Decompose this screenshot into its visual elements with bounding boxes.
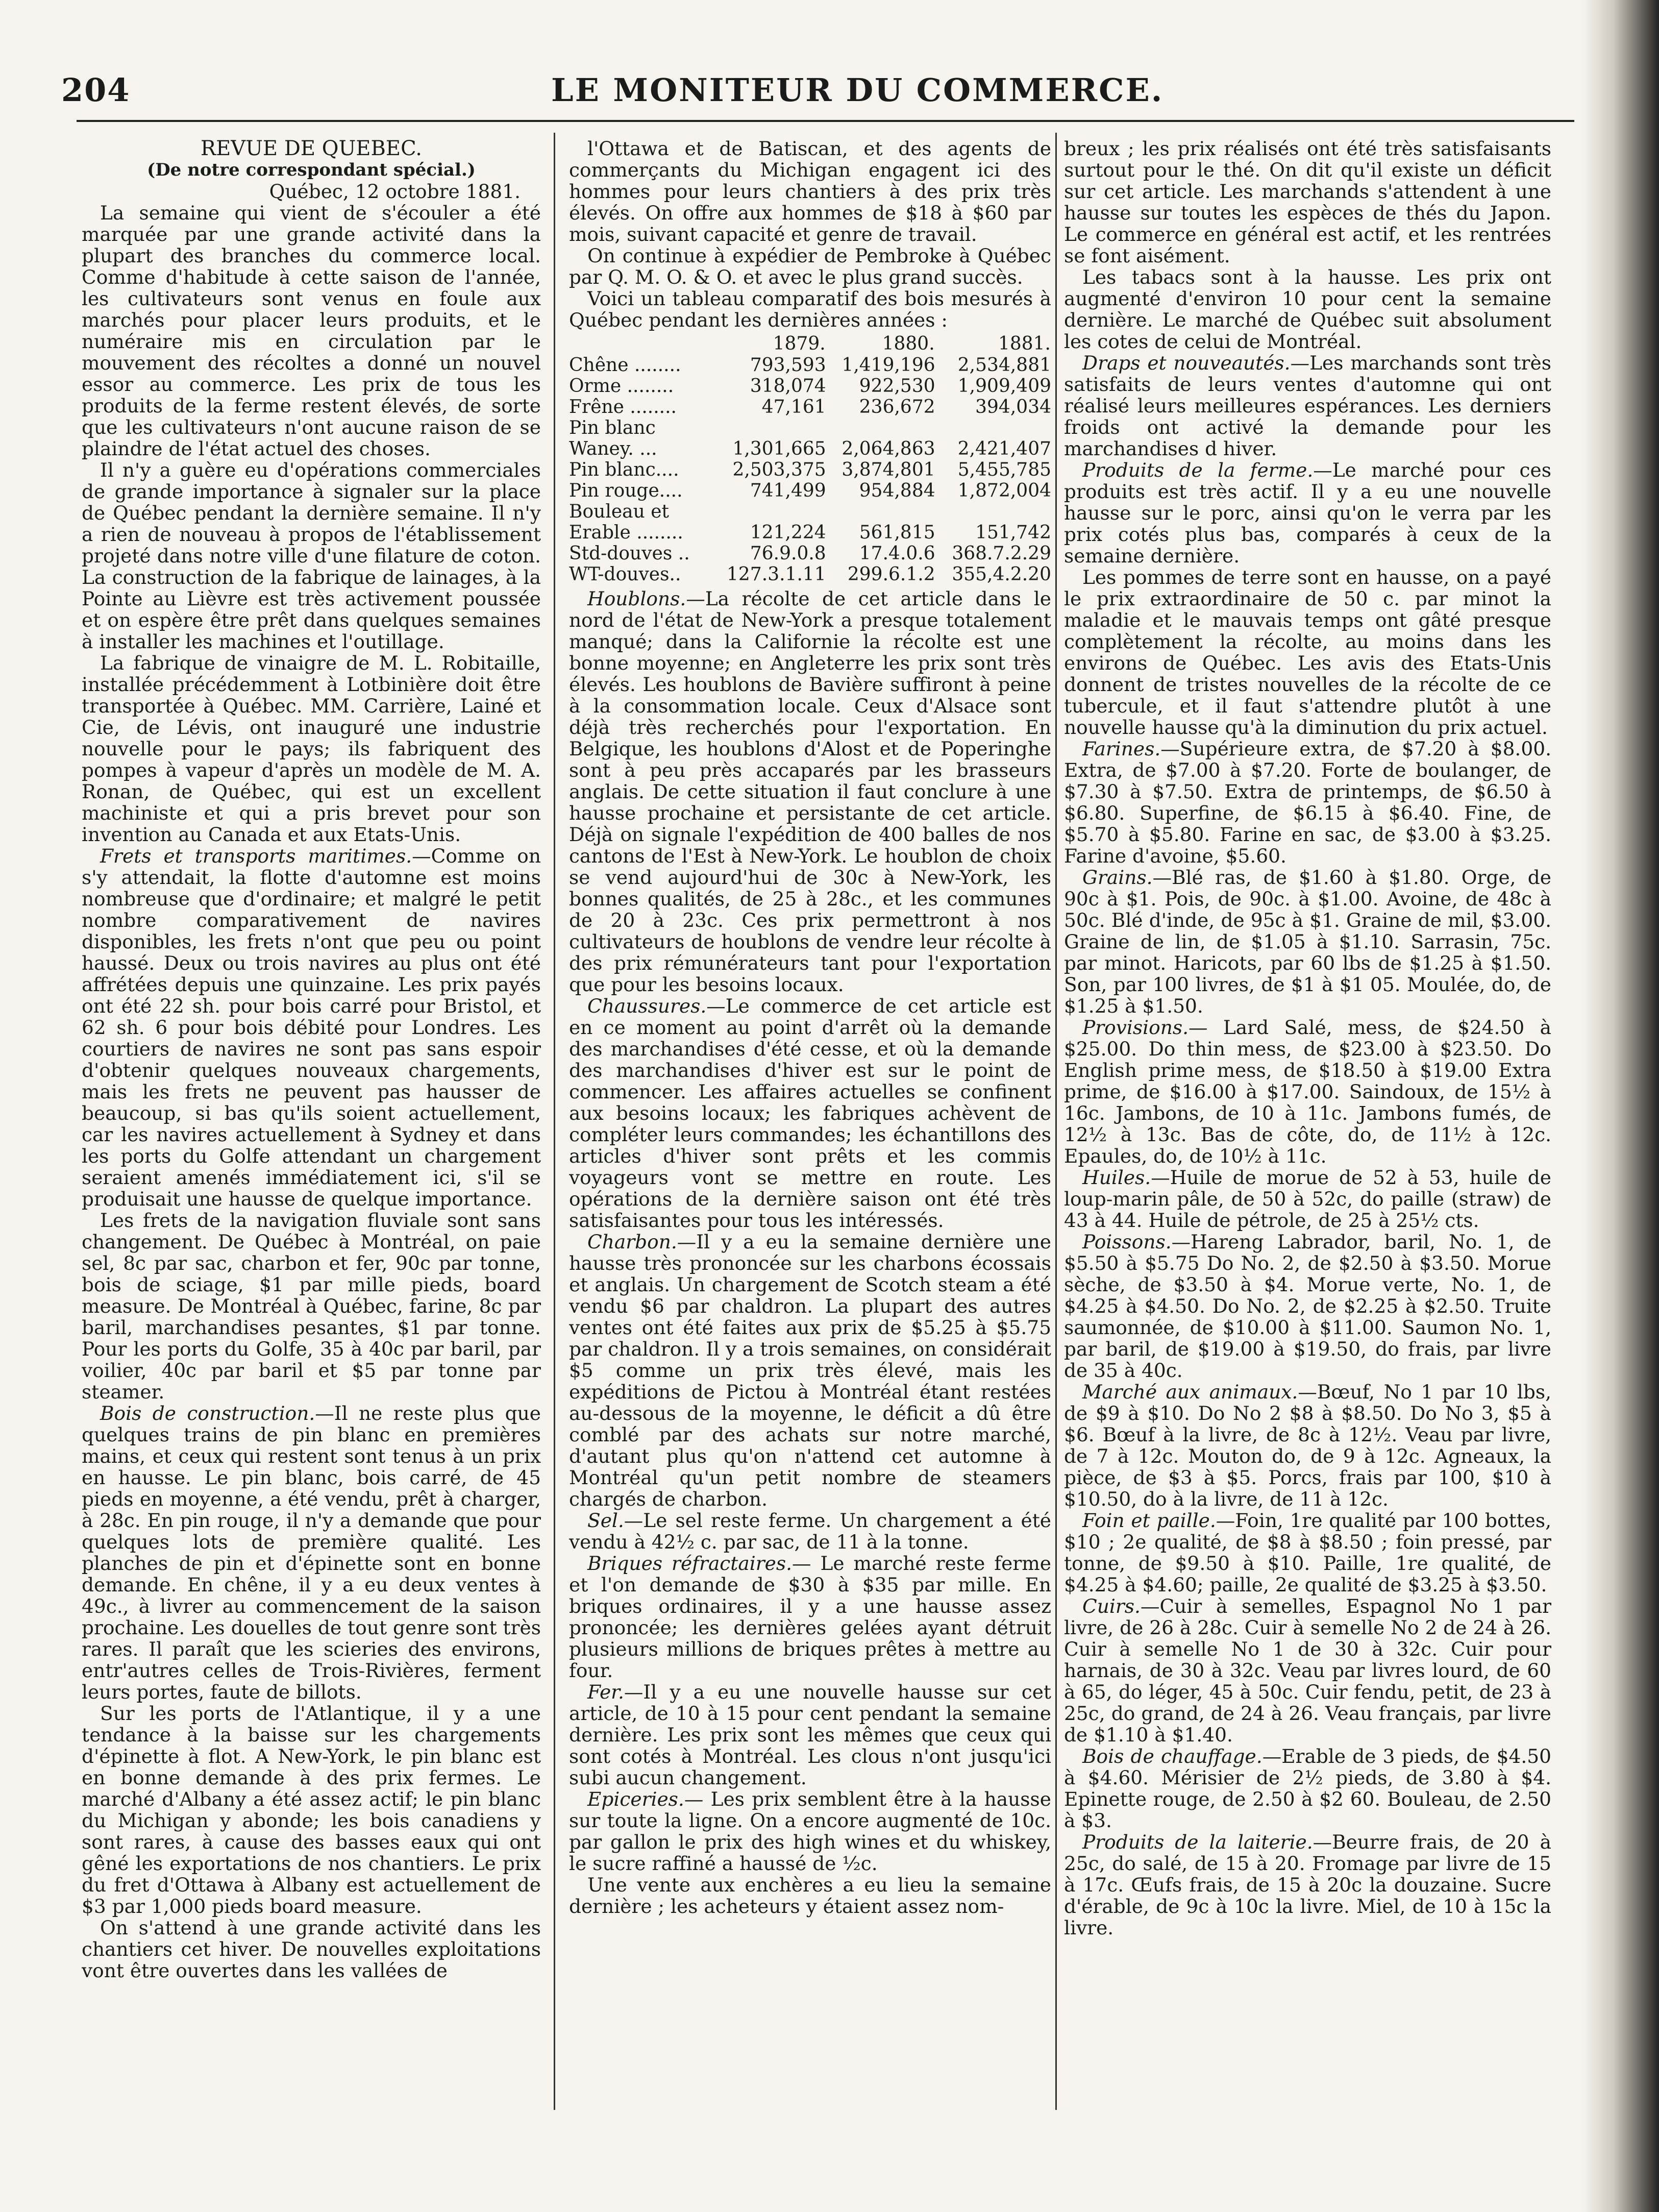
paragraph-text: l'Ottawa et de Batiscan, et des agents de commerçants du Michigan engagent ici des hommes pour leurs chantiers à des prix très élevés. On offre aux hommes de $18 à $60 par mois, suivant capacité et genre de travail. xyxy=(569,138,1051,245)
timber-label: Frêne ........ xyxy=(569,397,677,417)
paragraph-text: Voici un tableau comparatif des bois mesurés à Québec pendant les dernières années : xyxy=(569,287,1051,331)
timber-value: 121,224 xyxy=(750,522,826,543)
paragraph-text: —Bœuf, No 1 par 10 lbs, de $9 à $10. Do No 2 $8 à $8.50. Do No 3, $5 à $6. Bœuf à la livre, de 8c à 12½. Veau par livre, de 7 à 12c. Mouton do, de 9 à 12c. Agneaux, la pièce, de $3 à $5. Porcs, frais par 100, $10 à $10.50, do à la livre, de 11 à 12c. xyxy=(1064,1381,1551,1510)
table-row xyxy=(569,459,1051,480)
paragraph-text: —Hareng Labrador, baril, No. 1, de $5.50 à $5.75 Do No. 2, de $2.50 à $3.50. Morue sèche, de $3.50 à $4. Morue verte, No. 1, de $4.25 à $4.50. Do No. 2, de $2.25 à $2.50. Truite saumonnée, de $10.00 à $11.00. Saumon No. 1, par baril, de $19.00 à $19.50, do frais, par livre de 35 à 40c. xyxy=(1064,1231,1551,1382)
paragraph-text: Les frets de la navigation fluviale sont sans changement. De Québec à Montréal, on paie sel, 8c par sac, charbon et fer, 90c par tonne, bois de sciage, $1 par mille pieds, board measure. De Montréal à Québec, farine, 8c par baril, marchandises pesantes, $1 par tonne. Pour les ports du Golfe, 35 à 40c par baril, par voilier, 40c par baril et $5 par tonne par steamer. xyxy=(82,1209,541,1403)
header-rule xyxy=(77,120,1574,122)
timber-label: Pin blanc.... xyxy=(569,459,679,480)
timber-value: 368.7.2.29 xyxy=(952,543,1051,564)
paragraph xyxy=(82,1703,541,1917)
paragraph xyxy=(82,1403,541,1703)
timber-table-corner xyxy=(569,333,710,355)
paragraph-text: La semaine qui vient de s'écouler a été marquée par une grande activité dans la plupart des branches du commerce local. Comme d'habitude à cette saison de l'année, les cultivateurs sont venus en foule aux marchés pour placer leurs produits, et le numéraire mis en circulation par le mouvement des récoltes a donné un nouvel essor au commerce. Les prix de tous les produits de la ferme restent élevés, de sorte que les cultivateurs n'ont aucune raison de se plaindre de l'état actuel des choses. xyxy=(82,202,541,460)
timber-value: 2,503,375 xyxy=(732,459,826,480)
timber-label: Waney. ... xyxy=(569,438,657,459)
paragraph xyxy=(1064,266,1551,352)
timber-value: 2,421,407 xyxy=(957,438,1051,459)
section-rubric: Charbon. xyxy=(587,1231,677,1253)
paragraph xyxy=(1064,1746,1551,1831)
section-rubric: Houblons. xyxy=(587,587,686,610)
paragraph xyxy=(569,995,1051,1231)
paragraph xyxy=(569,1510,1051,1553)
paragraph-text: Il n'y a guère eu d'opérations commerciales de grande importance à signaler sur la place de Québec pendant la dernière semaine. Il n'y a rien de nouveau à propos de l'établissement projeté dans notre ville d'une filature de coton. La construction de la fabrique de lainages, à la Pointe au Lièvre est très activement poussée et on espère être prêt dans quelques semaines à installer les machines et l'outillage. xyxy=(82,459,541,653)
timber-value: 922,530 xyxy=(859,376,935,397)
section-rubric: Chaussures. xyxy=(587,995,707,1017)
timber-value: 47,161 xyxy=(761,397,826,417)
paragraph xyxy=(569,1788,1051,1874)
paragraph xyxy=(1064,1017,1551,1167)
section-rubric: Huiles. xyxy=(1082,1166,1151,1189)
timber-value: 299.6.1.2 xyxy=(847,564,935,585)
page-header xyxy=(61,66,1567,122)
timber-value: 3,874,801 xyxy=(841,459,935,480)
paragraph-text: —Comme on s'y attendait, la flotte d'automne est moins nombreuse que d'ordinaire; et malgré le petit nombre comparativement de navires disponibles, les frets n'ont que peu ou point haussé. Deux ou trois navires au plus ont été affrétées depuis une quinzaine. Les prix payés ont été 22 sh. pour bois carré pour Bristol, et 62 sh. 6 pour bois débité pour Londres. Les courtiers de navires ne sont pas sans espoir d'obtenir quelques nouveaux chargements, mais les frets ne peuvent pas hausser de beaucoup, si bas qu'ils soient actuellement, car les navires actuellement à Sydney et dans les ports du Golfe attendant un chargement seraient amenés immédiatement ici, s'il se produisait une hausse de quelque importance. xyxy=(82,845,541,1210)
article-title: REVUE DE QUEBEC. xyxy=(200,138,422,160)
section-rubric: Foin et paille. xyxy=(1082,1509,1216,1532)
section-rubric: Draps et nouveautés. xyxy=(1082,352,1291,374)
paragraph xyxy=(1064,138,1551,266)
paragraph xyxy=(569,1681,1051,1788)
timber-value: 1,419,196 xyxy=(841,355,935,376)
paragraph-text: Les pommes de terre sont en hausse, on a payé le prix extraordinaire de 50 c. par minot la maladie et le mauvais temps ont gâté presque complètement la récolte, au moins dans les environs de Québec. Les avis des Etats-Unis donnent de tristes nouvelles de la récolte de ce tubercule, et il faut s'attendre plutôt à une nouvelle hausse qu'à la diminution du prix actuel. xyxy=(1064,566,1551,739)
paragraph-text: —Le commerce de cet article est en ce moment au point d'arrêt où la demande des marchandises d'été cesse, et où la demande des marchandises d'hiver est sur le point de commencer. Les affaires actuelles se confinent aux besoins locaux; les fabriques achèvent de compléter leurs commandes; les échantillons des articles d'hiver sont prêts et les commis voyageurs vont se mettre en route. Les opérations de la dernière saison ont été très satisfaisantes pour tous les intéressés. xyxy=(569,995,1051,1232)
timber-value: 5,455,785 xyxy=(957,459,1051,480)
masthead-title: LE MONITEUR DU COMMERCE. xyxy=(551,71,1164,109)
paragraph xyxy=(569,288,1051,331)
section-rubric: Epiceries. xyxy=(587,1788,684,1810)
paragraph xyxy=(82,202,541,459)
table-row xyxy=(569,376,1051,397)
paragraph-text: Une vente aux enchères a eu lieu la semaine dernière ; les acheteurs y étaient assez nom- xyxy=(569,1874,1051,1918)
timber-value: 561,815 xyxy=(859,522,935,543)
page-edge-shadow xyxy=(1582,0,1659,2212)
article-subtitle: (De notre correspondant spécial.) xyxy=(147,160,476,180)
paragraph-text: —Foin, 1re qualité par 100 bottes, $10 ; 2e qualité, de $8 à $8.50 ; foin pressé, par tonne, de $9.50 à $10. Paille, 1re qualité, de $4.25 à $4.60; paille, 2e qualité de $3.25 à $3.50. xyxy=(1064,1509,1551,1596)
page-number: 204 xyxy=(61,71,131,109)
timber-value: 2,534,881 xyxy=(957,355,1051,376)
section-rubric: Briques réfractaires. xyxy=(587,1552,793,1575)
timber-label: Pin blanc xyxy=(569,417,656,438)
timber-year: 1879. xyxy=(773,333,826,354)
paragraph-text: —Beurre frais, de 20 à 25c, do salé, de 15 à 20. Fromage par livre de 15 à 17c. Œufs frais, de 15 à 20c la douzaine. Sucre d'érable, de 9c à 10c la livre. Miel, de 10 à 15c la livre. xyxy=(1064,1831,1551,1939)
timber-label: Chêne ........ xyxy=(569,355,681,376)
timber-value xyxy=(710,417,826,438)
paragraph xyxy=(1064,1831,1551,1938)
section-rubric: Produits de la laiterie. xyxy=(1082,1831,1313,1853)
paragraph xyxy=(1064,352,1551,459)
paragraph xyxy=(1064,567,1551,738)
paragraph-text: —Erable de 3 pieds, de $4.50 à $4.60. Mérisier de 2½ pieds, de 3.80 à $4. Epinette rouge, de 2.50 à $2 60. Bouleau, de 2.50 à $3. xyxy=(1064,1745,1551,1832)
paragraph-text: Sur les ports de l'Atlantique, il y a une tendance à la baisse sur les chargements d'épinette à flot. A New-York, le pin blanc est en bonne demande à des prix fermes. Le marché d'Albany a été assez actif; le pin blanc du Michigan y abonde; les bois canadiens y sont rares, à cause des basses eaux qui ont gêné les exportations de nos chantiers. Le prix du fret d'Ottawa à Albany est actuellement de $3 par 1,000 pieds board measure. xyxy=(82,1702,541,1918)
paragraph xyxy=(569,1874,1051,1917)
section-rubric: Fer. xyxy=(587,1681,624,1703)
paragraph-text: —Cuir à semelles, Espagnol No 1 par livre, de 26 à 28c. Cuir à semelle No 2 de 24 à 26. Cuir à semelle No 1 de 30 à 32c. Cuir pour harnais, de 30 à 32c. Veau par livres lourd, de 60 à 65, do léger, 45 à 50c. Cuir fendu, petit, de 23 à 25c, do grand, de 24 à 26. Veau français, par livre de $1.10 à $1.40. xyxy=(1064,1595,1551,1746)
timber-value xyxy=(935,501,1051,522)
paragraph xyxy=(1064,459,1551,567)
timber-value xyxy=(826,417,935,438)
paragraph-text: —La récolte de cet article dans le nord de l'état de New-York a presque totalement manqué; dans la Californie la récolte est une bonne moyenne; en Angleterre les prix sont très élevés. Les houblons de Bavière suffiront à peine à la consommation locale. Ceux d'Alsace sont déjà très recherchés pour l'exportation. En Belgique, les houblons d'Alost et de Poperinghe sont à peu près accaparés par les brasseurs anglais. De cette situation il faut conclure à une hausse prochaine et persistante de cet article. Déjà on signale l'expédition de 400 balles de nos cantons de l'Est à New-York. Le houblon de choix se vend aujourd'hui de 30c à New-York, les bonnes qualités, de 25 à 28c., et les communes de 20 à 23c. Ces prix permettront à nos cultivateurs de houblons de vendre leur récolte à des prix rémunérateurs tant pour l'exportation que pour les besoins locaux. xyxy=(569,587,1051,996)
paragraph-text: —Il y a eu la semaine dernière une hausse très prononcée sur les charbons écossais et anglais. Un chargement de Scotch steam a été vendu $6 par chaldron. La plupart des autres ventes ont été faites aux prix de $5.25 à $5.75 par chaldron. Il y a trois semaines, on considérait $5 comme un prix très élevé, mais les expéditions de Pictou à Montréal étant restées au-dessous de la moyenne, le déficit a dû être comblé par des achats sur notre marché, d'autant plus qu'on n'attend cet automne à Montréal qu'un petit nombre de steamers chargés de charbon. xyxy=(569,1231,1051,1510)
timber-table-body xyxy=(569,355,1051,585)
paragraph-text: —Le marché pour ces produits est très actif. Il y a eu une nouvelle hausse sur le porc, ainsi qu'on le verra par les prix cotés plus bas, comparés à ceux de la semaine dernière. xyxy=(1064,459,1551,567)
article-dateline: Québec, 12 octobre 1881. xyxy=(269,180,521,203)
timber-table-header xyxy=(569,333,1051,355)
section-rubric: Sel. xyxy=(587,1509,624,1532)
paragraph xyxy=(82,459,541,652)
paragraph-text: —Il y a eu une nouvelle hausse sur cet article, de 10 à 15 pour cent pendant la semaine dernière. Les prix sont les mêmes que ceux qui sont cotés à Montréal. Les clous n'ont jusqu'ici subi aucun changement. xyxy=(569,1681,1051,1789)
timber-value: 394,034 xyxy=(975,397,1051,417)
table-row xyxy=(569,564,1051,585)
section-rubric: Provisions. xyxy=(1082,1016,1189,1039)
paragraph-text: —Il ne reste plus que quelques trains de pin blanc en premières mains, et ceux qui restent sont tenus à un prix en hausse. Le pin blanc, bois carré, de 45 pieds en moyenne, a été vendu, prêt à charger, à 28c. En pin rouge, il n'y a demande que pour quelques lots de première qualité. Les planches de pin et d'épinette sont en bonne demande. En chêne, il y a eu deux ventes à 49c., à livrer au commencement de la saison prochaine. Les douelles de tout genre sont très rares. Il paraît que les scieries des environs, entr'autres celles de Trois-Rivières, ferment leurs portes, faute de billots. xyxy=(82,1402,541,1703)
timber-value xyxy=(826,501,935,522)
timber-year: 1881. xyxy=(998,333,1051,354)
timber-label: Orme ........ xyxy=(569,376,674,397)
section-rubric: Frets et transports maritimes. xyxy=(100,845,412,867)
paragraph xyxy=(1064,867,1551,1017)
timber-year: 1880. xyxy=(882,333,935,354)
paragraph-text: Les tabacs sont à la hausse. Les prix ont augmenté d'environ 10 pour cent la semaine dernière. Le marché de Québec suit absolument les cotes de celui de Montréal. xyxy=(1064,266,1551,353)
section-rubric: Bois de construction. xyxy=(100,1402,315,1424)
paragraph-text: —Huile de morue de 52 à 53, huile de loup-marin pâle, de 50 à 52c, do paille (straw) de 43 à 44. Huile de pétrole, de 25 à 25½ cts. xyxy=(1064,1166,1551,1232)
table-row xyxy=(569,438,1051,459)
timber-label: Bouleau et xyxy=(569,501,669,522)
paragraph xyxy=(82,1210,541,1403)
timber-value: 127.3.1.11 xyxy=(727,564,826,585)
section-rubric: Produits de la ferme. xyxy=(1082,459,1314,481)
column-2-top xyxy=(569,138,1051,331)
timber-value: 741,499 xyxy=(750,480,826,501)
column-divider xyxy=(554,133,555,2110)
timber-value: 1,872,004 xyxy=(957,480,1051,501)
paragraph xyxy=(1064,1167,1551,1231)
section-rubric: Marché aux animaux. xyxy=(1082,1381,1298,1403)
column-2-bottom xyxy=(569,588,1051,1917)
table-row xyxy=(569,480,1051,501)
table-row xyxy=(569,397,1051,417)
timber-value: 1,909,409 xyxy=(957,376,1051,397)
paragraph xyxy=(569,1231,1051,1510)
timber-table xyxy=(569,333,1051,585)
table-row xyxy=(569,355,1051,376)
paragraph xyxy=(82,845,541,1210)
timber-label: Std-douves .. xyxy=(569,543,690,564)
paragraph-text: On s'attend à une grande activité dans les chantiers cet hiver. De nouvelles exploitations vont être ouvertes dans les vallées de xyxy=(82,1916,541,1982)
paragraph xyxy=(82,1917,541,1981)
timber-value: 151,742 xyxy=(975,522,1051,543)
timber-value xyxy=(710,501,826,522)
paragraph xyxy=(1064,1595,1551,1746)
paragraph xyxy=(1064,1231,1551,1381)
timber-value: 318,074 xyxy=(750,376,826,397)
paragraph xyxy=(569,245,1051,288)
timber-value: 1,301,665 xyxy=(732,438,826,459)
paragraph-text: —Le sel reste ferme. Un chargement a été vendu à 42½ c. par sac, de 11 à la tonne. xyxy=(569,1509,1051,1553)
column-1 xyxy=(82,138,541,2110)
paragraph xyxy=(569,588,1051,995)
section-rubric: Farines. xyxy=(1082,738,1161,760)
paragraph xyxy=(569,1553,1051,1681)
table-row xyxy=(569,417,1051,438)
paragraph-text: — Le marché reste ferme et l'on demande de $30 à $35 par mille. En briques ordinaires, il y a une hausse assez prononcée; les dernières gelées ayant détruit plusieurs millions de briques prêtes à mettre au four. xyxy=(569,1552,1051,1682)
timber-value: 954,884 xyxy=(859,480,935,501)
timber-value: 76.9.0.8 xyxy=(750,543,826,564)
paragraph xyxy=(1064,738,1551,867)
column-2 xyxy=(569,138,1051,2110)
paragraph xyxy=(1064,1510,1551,1595)
paragraph-text: On continue à expédier de Pembroke à Québec par Q. M. O. & O. et avec le plus grand succès. xyxy=(569,244,1051,288)
timber-label: WT-douves.. xyxy=(569,564,681,585)
paragraph-text: — Les prix semblent être à la hausse sur toute la ligne. On a encore augmenté de 10c. par gallon le prix des high wines et du whiskey, le sucre raffiné a haussé de ½c. xyxy=(569,1788,1051,1875)
column-3-body xyxy=(1064,138,1551,1938)
paragraph-text: —Blé ras, de $1.60 à $1.80. Orge, de 90c à $1. Pois, de 90c. à $1.00. Avoine, de 48c à 50c. Blé d'inde, de 95c à $1. Graine de mil, $3.00. Graine de lin, de $1.05 à $1.10. Sarrasin, 75c. par minot. Haricots, par 60 lbs de $1.25 à $1.50. Son, par 100 livres, de $1 à $1 05. Moulée, do, de $1.25 à $1.50. xyxy=(1064,866,1551,1017)
column-3 xyxy=(1064,138,1551,2110)
timber-value: 236,672 xyxy=(859,397,935,417)
paragraph-text: La fabrique de vinaigre de M. L. Robitaille, installée précédemment à Lotbinière doit être transportée à Québec. MM. Carrière, Lainé et Cie, de Lévis, ont inauguré une industrie nouvelle pour le pays; ils fabriquent des pompes à vapeur d'après un modèle de M. A. Ronan, de Québec, qui est un excellent machiniste et qui a pris brevet pour son invention au Canada et aux Etats-Unis. xyxy=(82,652,541,846)
column-1-body xyxy=(82,202,541,1981)
timber-value: 355,4.2.20 xyxy=(952,564,1051,585)
section-rubric: Grains. xyxy=(1082,866,1153,889)
paragraph-text: —Les marchands sont très satisfaits de leurs ventes d'automne qui ont réalisé leurs meilleures espérances. Les derniers froids ont activé la demande pour les marchandises d hiver. xyxy=(1064,352,1551,460)
paragraph xyxy=(1064,1381,1551,1510)
timber-value: 2,064,863 xyxy=(841,438,935,459)
table-row xyxy=(569,501,1051,522)
timber-label: Erable ........ xyxy=(569,522,683,543)
section-rubric: Poissons. xyxy=(1082,1231,1172,1253)
paragraph-text: breux ; les prix réalisés ont été très satisfaisants surtout pour le thé. On dit qu'il existe un déficit sur cet article. Les marchands s'attendent à une hausse sur toutes les espèces de thés du Japon. Le commerce en général est actif, et les rentrées se font aisément. xyxy=(1064,138,1551,267)
paragraph-text: — Lard Salé, mess, de $24.50 à $25.00. Do thin mess, de $23.00 à $23.50. Do English prime mess, de $18.50 à $19.00 Extra prime, de $16.00 à $17.00. Saindoux, de 15½ à 16c. Jambons, de 10 à 11c. Jambons fumés, de 12½ à 13c. Bas de côte, do, de 11½ à 12c. Epaules, do, de 10½ à 11c. xyxy=(1064,1016,1551,1167)
table-row xyxy=(569,522,1051,543)
timber-label: Pin rouge.... xyxy=(569,480,683,501)
section-rubric: Bois de chauffage. xyxy=(1082,1745,1262,1767)
paragraph xyxy=(569,138,1051,245)
timber-value: 793,593 xyxy=(750,355,826,376)
timber-value xyxy=(935,417,1051,438)
table-row xyxy=(569,543,1051,564)
paragraph-text: —Supérieure extra, de $7.20 à $8.00. Extra, de $7.00 à $7.20. Forte de boulanger, de $7.30 à $7.50. Extra de printemps, de $6.50 à $6.80. Superfine, de $6.15 à $6.40. Fine, de $5.70 à $5.80. Farine en sac, de $3.00 à $3.25. Farine d'avoine, $5.60. xyxy=(1064,738,1551,867)
timber-value: 17.4.0.6 xyxy=(859,543,935,564)
paragraph xyxy=(82,652,541,845)
section-rubric: Cuirs. xyxy=(1082,1595,1141,1617)
column-divider xyxy=(1055,133,1057,2110)
